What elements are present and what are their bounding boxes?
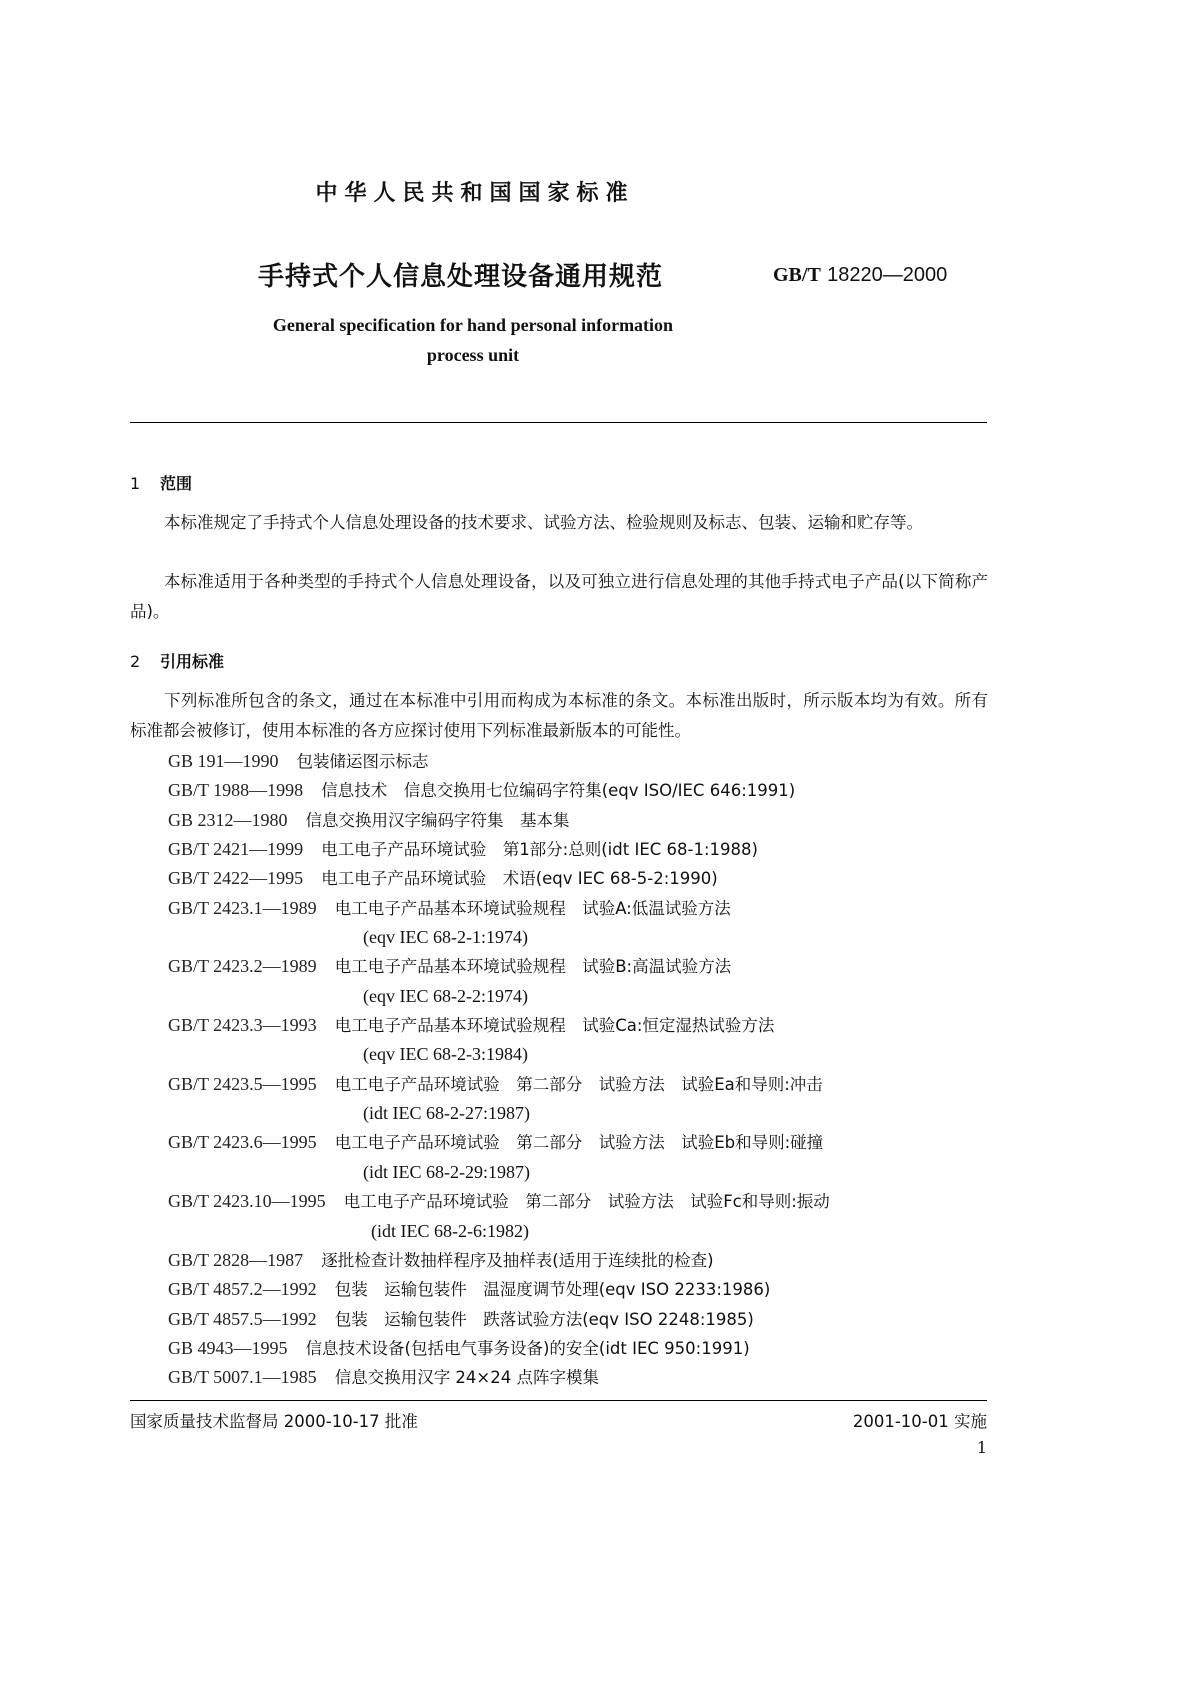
reference-title: 信息交换用汉字编码字符集 基本集 [305,810,570,830]
reference-code: GB/T 2423.6—1995 [168,1132,317,1153]
section-heading-scope: 1 范围 [130,474,193,493]
document-title: 手持式个人信息处理设备通用规范 [258,262,664,292]
reference-list [168,747,830,1393]
reference-code: GB/T 2422—1995 [168,868,304,889]
reference-title: 电工电子产品环境试验 第二部分 试验方法 试验Eb和导则:碰撞 [334,1133,824,1153]
paragraph: 下列标准所包含的条文，通过在本标准中引用而构成为本标准的条文。本标准出版时，所示版本均为有效。所有标准都会被修订，使用本标准的各方应探讨使用下列标准最新版本的可能性。 [130,691,988,740]
reference-item [168,1305,830,1334]
reference-code: GB/T 4857.5—1992 [168,1308,317,1329]
footer-divider [130,1400,987,1401]
reference-item [168,747,830,776]
reference-title: 信息交换用汉字 24×24 点阵字模集 [334,1368,599,1388]
section-heading-references: 2 引用标准 [130,652,225,671]
reference-code: GB/T 4857.2—1992 [168,1279,317,1300]
paragraph: 本标准适用于各种类型的手持式个人信息处理设备，以及可独立进行信息处理的其他手持式电子产品(以下简称产品)。 [130,572,988,621]
reference-code: GB 191—1990 [168,751,279,771]
reference-title: 电工电子产品环境试验 术语(eqv IEC 68-5-2:1990) [321,869,718,889]
reference-item [168,1275,830,1304]
english-title-line-1: General specification for hand personal information [272,315,674,335]
reference-title: 电工电子产品基本环境试验规程 试验B:高温试验方法 [334,957,732,977]
reference-code: GB/T 2423.10—1995 [168,1191,326,1212]
header-divider [130,422,987,423]
reference-continuation: (idt IEC 68-2-6:1982) [371,1220,529,1241]
reference-item [168,1128,830,1157]
reference-item [168,1011,830,1040]
effective-date: 2001-10-01 实施 [852,1412,987,1431]
reference-title: 电工电子产品基本环境试验规程 试验A:低温试验方法 [334,898,731,918]
reference-code: GB/T 2421—1999 [168,839,304,860]
reference-code: GB/T 2423.2—1989 [168,956,317,977]
reference-continuation: (idt IEC 68-2-29:1987) [363,1161,530,1182]
reference-code: GB 4943—1995 [168,1337,288,1358]
reference-item [168,1334,830,1363]
reference-title: 电工电子产品环境试验 第二部分 试验方法 试验Ea和导则:冲击 [334,1074,823,1094]
reference-item [168,806,830,835]
reference-item [168,776,830,805]
reference-title: 包装 运输包装件 跌落试验方法(eqv ISO 2248:1985) [334,1309,754,1329]
reference-code: GB/T 1988—1998 [168,780,304,801]
reference-code: GB/T 2423.5—1995 [168,1073,317,1094]
reference-code: GB/T 2423.3—1993 [168,1015,317,1036]
reference-title: 电工电子产品环境试验 第二部分 试验方法 试验Fc和导则:振动 [343,1192,830,1212]
reference-title: 包装储运图示标志 [296,752,429,771]
reference-item [168,864,830,893]
reference-code: GB/T 5007.1—1985 [168,1367,317,1388]
reference-code: GB 2312—1980 [168,809,288,830]
reference-title: 信息技术 信息交换用七位编码字符集(eqv ISO/IEC 646:1991) [321,781,796,801]
reference-item [168,894,830,923]
standard-number: GB/T 18220—2000 [773,264,948,286]
reference-title: 逐批检查计数抽样程序及抽样表(适用于连续批的检查) [321,1250,714,1270]
reference-title: 电工电子产品基本环境试验规程 试验Ca:恒定湿热试验方法 [334,1016,775,1036]
reference-continuation: (eqv IEC 68-2-3:1984) [363,1044,528,1065]
approval-date: 国家质量技术监督局 2000-10-17 批准 [130,1412,418,1431]
reference-title: 电工电子产品环境试验 第1部分:总则(idt IEC 68-1:1988) [321,840,758,860]
reference-item [168,1246,830,1275]
reference-item [168,952,830,981]
reference-item [168,835,830,864]
reference-continuation: (idt IEC 68-2-27:1987) [363,1103,530,1124]
standard-header: 中华人民共和国国家标准 [315,181,635,206]
english-title-line-2: process unit [426,345,520,365]
reference-continuation: (eqv IEC 68-2-2:1974) [363,985,528,1006]
paragraph: 本标准规定了手持式个人信息处理设备的技术要求、试验方法、检验规则及标志、包装、运输和贮存等。 [164,513,923,532]
reference-item [168,1187,830,1216]
reference-title: 信息技术设备(包括电气事务设备)的安全(idt IEC 950:1991) [305,1338,750,1358]
reference-item [168,1070,830,1099]
reference-code: GB/T 2423.1—1989 [168,897,317,918]
reference-title: 包装 运输包装件 温湿度调节处理(eqv ISO 2233:1986) [334,1280,771,1300]
reference-code: GB/T 2828—1987 [168,1249,304,1270]
page-number: 1 [976,1438,987,1457]
reference-item [168,1363,830,1392]
reference-continuation: (eqv IEC 68-2-1:1974) [363,927,528,948]
